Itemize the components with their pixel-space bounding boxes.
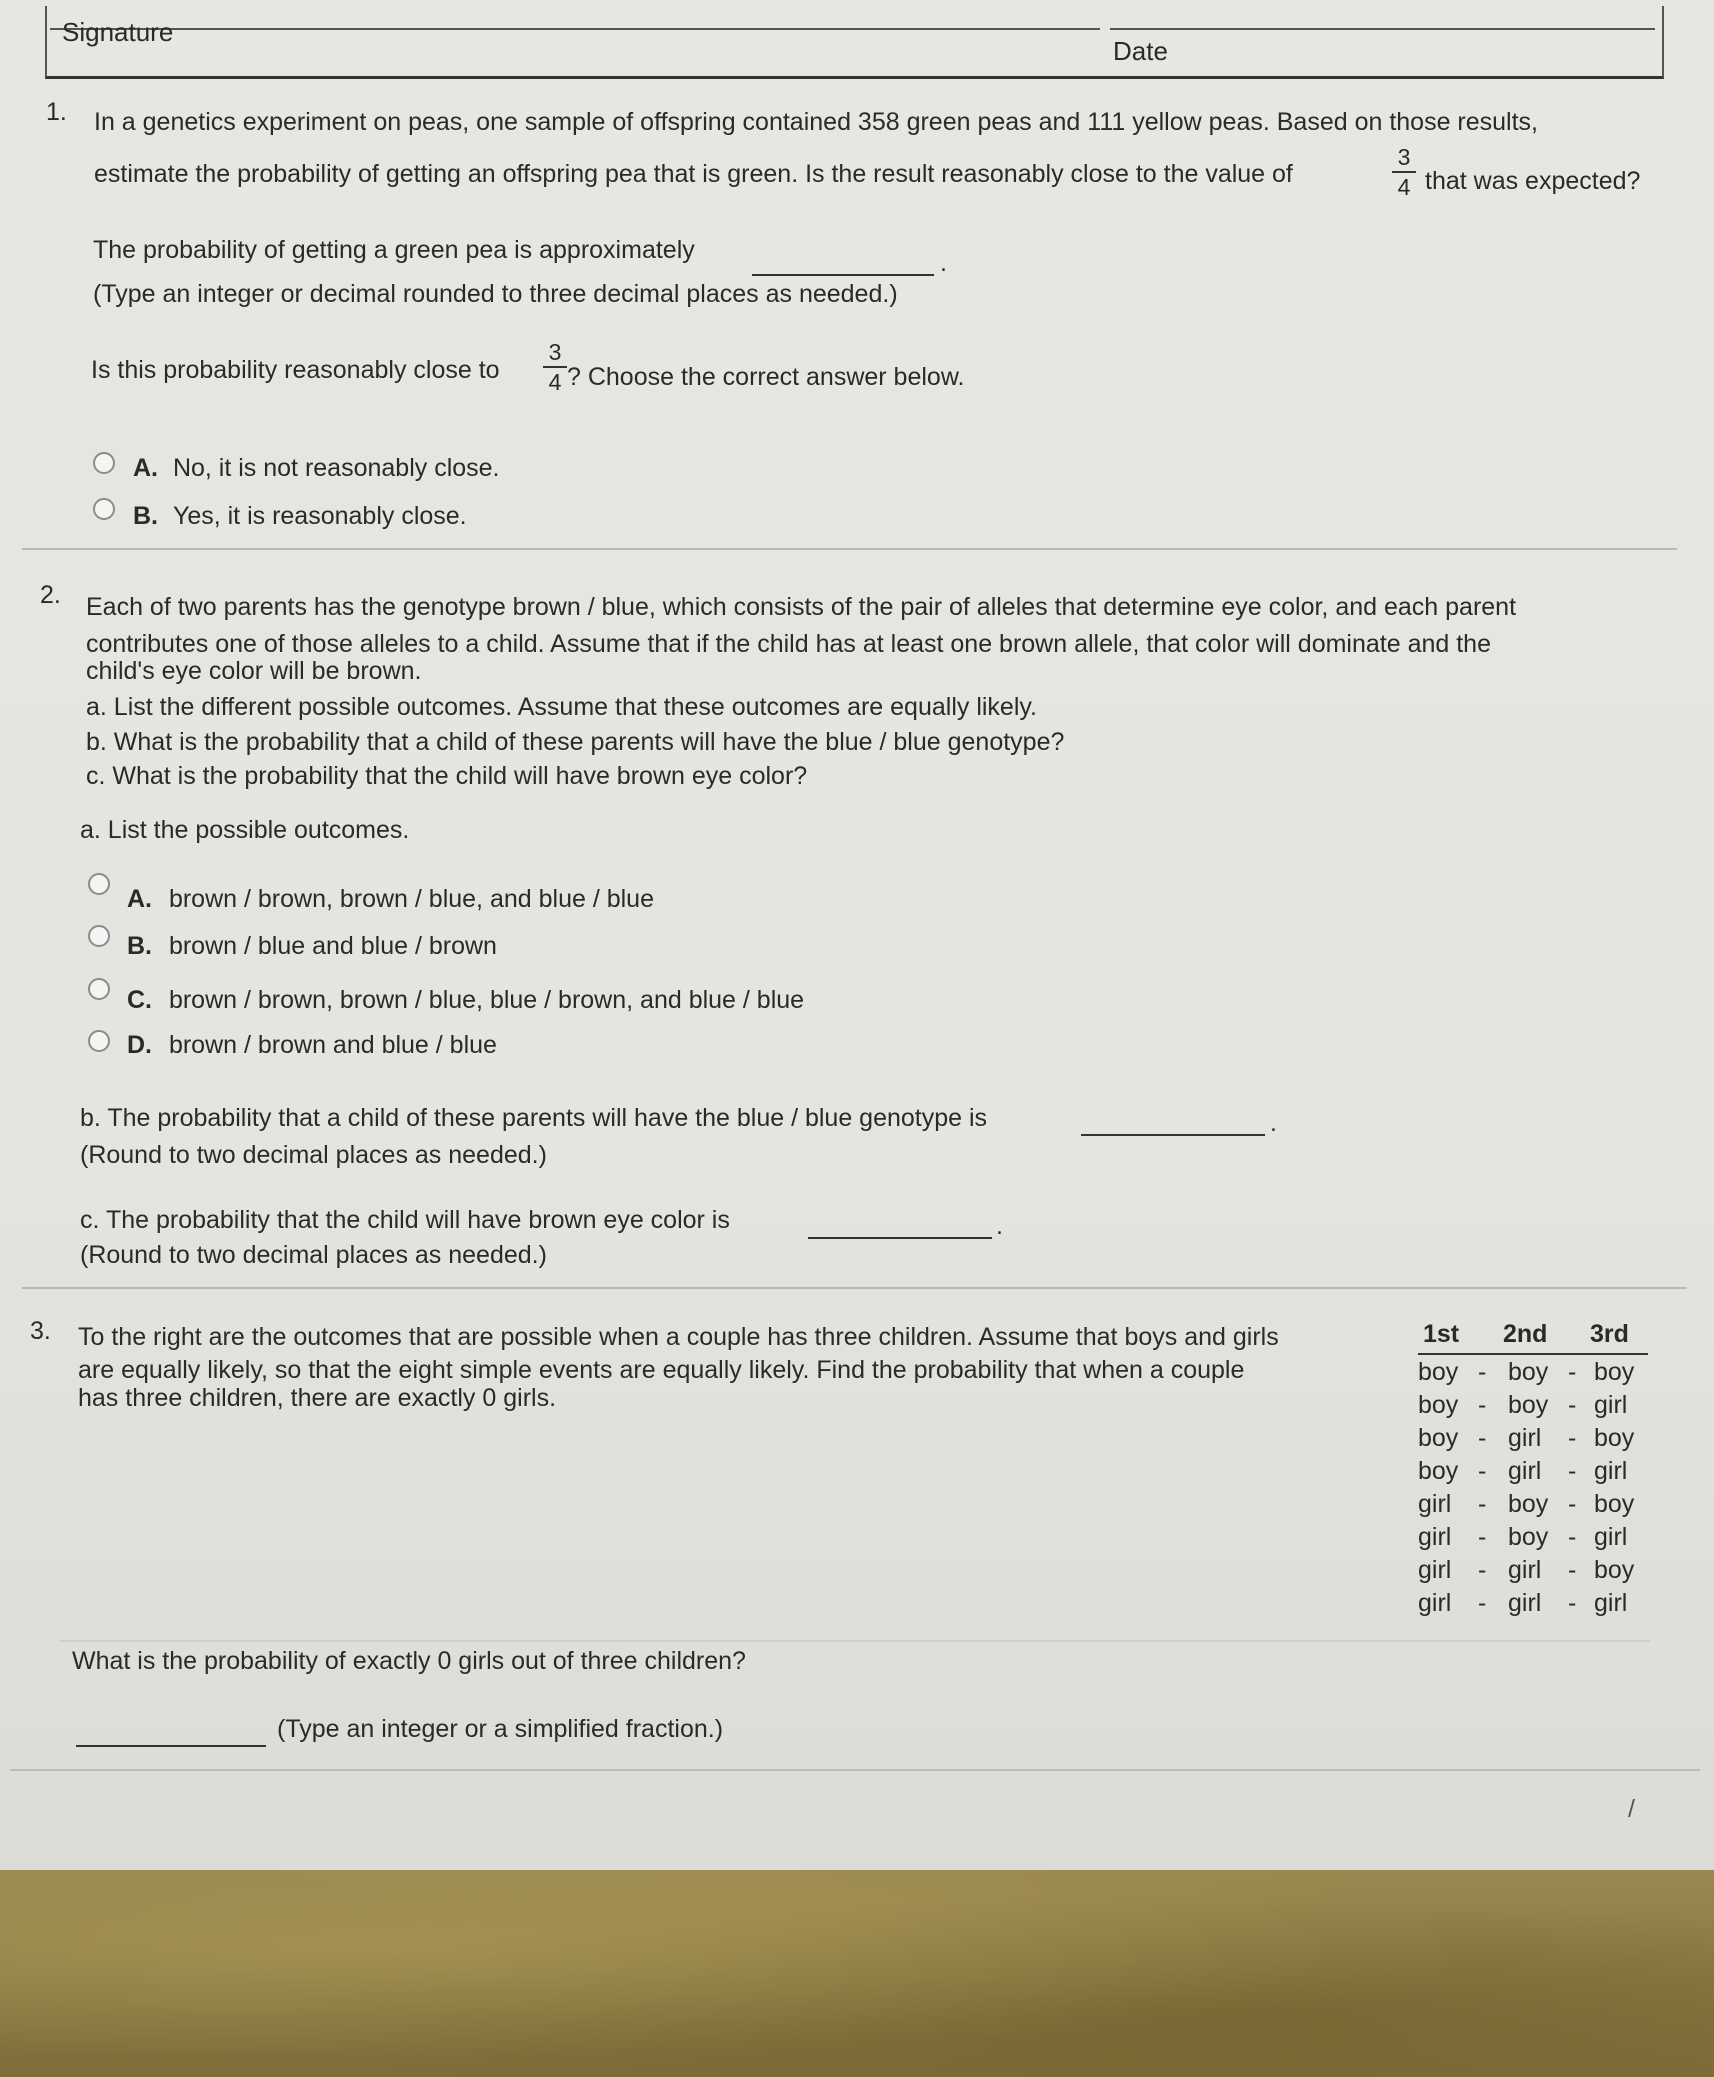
q2-option-b-text: brown / blue and blue / brown [168,932,497,960]
q3-table-cell: girl [1508,1424,1542,1452]
q2-option-d-text: brown / brown and blue / blue [168,1031,497,1059]
q3-table-header-rule [1418,1353,1648,1355]
q1-fraction-denominator-2: 4 [548,369,562,395]
signature-label: Signature [62,17,174,47]
q3-table-separator: - [1568,1556,1577,1584]
q1-option-b-text: Yes, it is reasonably close. [172,502,467,530]
q3-table-separator: - [1568,1589,1577,1617]
q2-option-d[interactable] [127,1030,497,1060]
q3-table-separator: - [1478,1523,1487,1551]
q2-option-a-radio[interactable] [88,873,110,895]
q3-table-cell: girl [1418,1589,1452,1617]
q2-divider [22,1287,1687,1289]
q2-option-b-letter: B. [127,932,152,960]
background-cloth [0,1862,1714,2077]
q1-text-line2-after: that was expected? [1425,167,1641,195]
q3-table-separator: - [1568,1490,1577,1518]
q1-text-line1: In a genetics experiment on peas, one sample of offspring contained 358 green peas and 111 yellow peas. Based on those results, [94,108,1539,136]
q3-table-header-2nd: 2nd [1503,1320,1548,1348]
signature-line [50,28,1100,30]
q3-table-cell: girl [1418,1523,1452,1551]
q3-number: 3. [30,1317,51,1345]
q3-hint: (Type an integer or a simplified fraction.) [277,1715,724,1743]
q3-divider [10,1769,1700,1771]
q3-line-3: has three children, there are exactly 0 girls. [78,1384,557,1412]
q2-option-c-text: brown / brown, brown / blue, blue / brown, and blue / blue [168,986,805,1014]
q1-fraction-numerator: 3 [1397,144,1411,170]
q3-table-divider [60,1640,1650,1642]
q3-table-cell: boy [1508,1523,1549,1551]
q2-option-a-text: brown / brown, brown / blue, and blue / blue [168,885,654,913]
q1-text-line2-before: estimate the probability of getting an offspring pea that is green. Is the result reasonably close to the value of [94,160,1293,188]
q3-table-header-1st: 1st [1423,1320,1460,1348]
q1-divider [22,548,1677,550]
q1-close-prompt-after: ? Choose the correct answer below. [567,363,965,391]
q2-part-a: a. List the different possible outcomes. Assume that these outcomes are equally likely. [86,693,1037,721]
q3-table-cell: boy [1418,1457,1459,1485]
q3-table-cell: boy [1594,1358,1635,1386]
q1-fraction-three-quarters-2 [543,340,567,394]
q3-table-separator: - [1478,1457,1487,1485]
q3-answer-input[interactable] [76,1745,266,1747]
q3-table-cell: boy [1508,1358,1549,1386]
q2-b-answer-input[interactable] [1081,1134,1265,1136]
q3-table-cell: girl [1594,1391,1628,1419]
q2-option-a[interactable] [127,884,654,914]
q3-table-header-3rd: 3rd [1590,1320,1629,1348]
q1-fraction-numerator-2: 3 [548,339,562,365]
q2-c-hint: (Round to two decimal places as needed.) [80,1241,547,1269]
q1-option-a-letter: A. [133,454,158,482]
q2-line-2: contributes one of those alleles to a child. Assume that if the child has at least one brown allele, that color will dominate and the [86,630,1491,658]
q3-table-separator: - [1568,1523,1577,1551]
q2-option-a-letter: A. [127,885,152,913]
q1-fraction-denominator: 4 [1397,174,1411,200]
q3-table-cell: girl [1594,1523,1628,1551]
q3-table-cell: boy [1594,1556,1635,1584]
q1-fraction-three-quarters [1392,145,1416,199]
q3-table-separator: - [1478,1358,1487,1386]
q1-probability-input[interactable] [752,274,934,276]
page-mark: / [1628,1795,1635,1823]
q3-table-separator: - [1478,1490,1487,1518]
q2-option-b[interactable] [127,931,497,961]
q1-option-a-radio[interactable] [93,452,115,474]
q2-option-c[interactable] [127,985,804,1015]
q3-table-separator: - [1478,1391,1487,1419]
q2-option-c-letter: C. [127,986,152,1014]
q3-table-separator: - [1478,1556,1487,1584]
q3-table-cell: boy [1508,1391,1549,1419]
q3-table-separator: - [1568,1358,1577,1386]
q1-option-b[interactable] [133,501,467,531]
q3-table-separator: - [1568,1424,1577,1452]
q2-part-c: c. What is the probability that the child will have brown eye color? [86,762,808,790]
q1-answer-hint: (Type an integer or decimal rounded to three decimal places as needed.) [93,280,898,308]
q3-table-cell: girl [1594,1589,1628,1617]
q1-answer-prompt: The probability of getting a green pea is approximately [93,236,695,264]
q1-option-a[interactable] [133,453,500,483]
q3-table-cell: girl [1418,1490,1452,1518]
q3-question: What is the probability of exactly 0 girls out of three children? [72,1647,746,1675]
q2-number: 2. [40,581,61,609]
q3-table-separator: - [1568,1391,1577,1419]
q3-table-separator: - [1478,1424,1487,1452]
q3-table-cell: boy [1418,1358,1459,1386]
q1-text-line2 [94,159,1293,189]
q3-table-cell: boy [1594,1424,1635,1452]
q3-table-cell: girl [1418,1556,1452,1584]
q2-b-hint: (Round to two decimal places as needed.) [80,1141,547,1169]
q2-c-answer-input[interactable] [808,1237,992,1239]
q1-number: 1. [46,98,67,126]
q3-table-cell: girl [1594,1457,1628,1485]
q2-line-3: child's eye color will be brown. [86,657,422,685]
q2-part-b: b. What is the probability that a child of these parents will have the blue / blue genotype? [86,728,1065,756]
date-line [1110,28,1655,30]
q3-table-cell: girl [1508,1457,1542,1485]
q1-close-prompt-before: Is this probability reasonably close to [91,356,500,384]
q1-option-b-letter: B. [133,502,158,530]
header-box [45,6,1664,79]
q3-table-cell: girl [1508,1589,1542,1617]
q2-option-b-radio[interactable] [88,925,110,947]
q1-option-b-radio[interactable] [93,498,115,520]
q3-line-2: are equally likely, so that the eight simple events are equally likely. Find the probability that when a couple [78,1356,1245,1384]
q2-option-d-letter: D. [127,1031,152,1059]
date-label: Date [1113,36,1168,66]
q2-line-1: Each of two parents has the genotype brown / blue, which consists of the pair of alleles that determine eye color, and each parent [86,593,1517,621]
q3-table-cell: boy [1594,1490,1635,1518]
q3-table-separator: - [1478,1589,1487,1617]
q3-table-cell: boy [1508,1490,1549,1518]
q2-option-d-radio[interactable] [88,1030,110,1052]
q2-a-prompt: a. List the possible outcomes. [80,816,410,844]
q2-b-prompt: b. The probability that a child of these parents will have the blue / blue genotype is [80,1104,988,1132]
worksheet-page: Signature Date 1. In a genetics experiment on peas, one sample of offspring contained 358 green peas and 111 yellow peas. Based on those results, estimate the probability of getting an offspring pea that is green. Is the result reasonably close to the value of 3 4 that was expected? The probability of getting a green pea is approximately . (Type an integer or decimal rounded to three decimal places as needed.) Is this probability reasonably close to 3 4 ? Choose the correct answer below. A. No, it is not reasonably close. B. Yes, it is reasonably close. 2. Each of two parents has the genotype brown / blue, which consists of the pair of alleles that determine eye color, and each parent contributes one of those alleles to a child. Assume that if the child has at least one brown allele, that color will dominate and the child's eye color will be brown. a. List the different possible outcomes. Assume that these outcomes are equally likely. b. What is the probability that a child of these parents will have the blue / blue genotype? c. What is the probability that the child will have brown eye color? a. List the possible outcomes. A. brown / brown, brown / blue, and blue / blue B. brown / blue and blue / brown C. brown / brown, brown / blue, blue / brown, and blue / blue D. brown / brown and blue / blue b. The probability that a child of these parents will have the blue / blue genotype is . (Round to two decimal places as needed.) c. The probability that the child will have brown eye color is . (Round to two decimal places as needed.) 3. To the right are the outcomes that are possible when a couple has three children. Assume that boys and girls are equally likely, so that the eight simple events are equally likely. Find the probability that when a couple has three children, there are exactly 0 girls. 1st 2nd 3rd boy - boy - boy boy - boy - girl boy - girl - boy boy - girl - girl girl - boy - boy girl - boy - girl girl - girl - boy girl - girl - girl What is the probability of exactly 0 girls out of three children? (Type an integer or a simplified fraction.) / [0,0,1714,1870]
q3-line-1: To the right are the outcomes that are possible when a couple has three children. Assume that boys and girls [78,1323,1279,1351]
q2-c-prompt: c. The probability that the child will have brown eye color is [80,1206,730,1234]
q1-option-a-text: No, it is not reasonably close. [172,454,500,482]
q2-option-c-radio[interactable] [88,978,110,1000]
q3-table-cell: girl [1508,1556,1542,1584]
q3-table-separator: - [1568,1457,1577,1485]
q3-table-cell: boy [1418,1424,1459,1452]
q3-table-cell: boy [1418,1391,1459,1419]
